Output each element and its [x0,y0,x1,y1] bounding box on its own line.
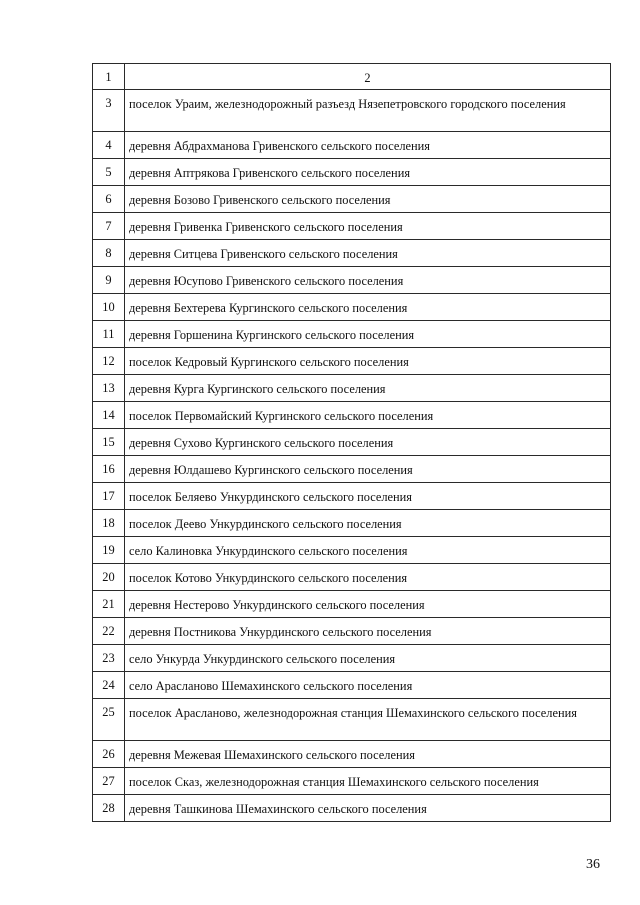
table-row [93,159,611,186]
row-number: 15 [93,429,125,456]
table-row [93,267,611,294]
table-row [93,672,611,699]
row-number: 7 [93,213,125,240]
settlement-name: деревня Юлдашево Кургинского сельского поселения [125,456,611,483]
table-row [93,294,611,321]
row-number: 10 [93,294,125,321]
settlement-name: поселок Деево Ункурдинского сельского поселения [125,510,611,537]
row-number: 24 [93,672,125,699]
row-number: 12 [93,348,125,375]
table-row [93,699,611,741]
table-row [93,429,611,456]
settlement-name: село Арасланово Шемахинского сельского поселения [125,672,611,699]
table-row [93,402,611,429]
table-row [93,186,611,213]
settlement-name: деревня Ташкинова Шемахинского сельского поселения [125,795,611,822]
table-row [93,795,611,822]
settlement-name: деревня Нестерово Ункурдинского сельского поселения [125,591,611,618]
settlement-name: деревня Абдрахманова Гривенского сельского поселения [125,132,611,159]
header-col-1: 1 [93,64,125,90]
settlements-table-body [93,64,611,822]
table-row [93,321,611,348]
row-number: 22 [93,618,125,645]
table-row [93,564,611,591]
settlement-name: деревня Бозово Гривенского сельского поселения [125,186,611,213]
row-number: 8 [93,240,125,267]
row-number: 25 [93,699,125,741]
settlement-name: деревня Гривенка Гривенского сельского поселения [125,213,611,240]
settlement-name: деревня Сухово Кургинского сельского поселения [125,429,611,456]
settlement-name: деревня Горшенина Кургинского сельского поселения [125,321,611,348]
row-number: 20 [93,564,125,591]
row-number: 14 [93,402,125,429]
table-row [93,618,611,645]
settlement-name: деревня Курга Кургинского сельского поселения [125,375,611,402]
settlement-name: поселок Котово Ункурдинского сельского поселения [125,564,611,591]
table-row [93,375,611,402]
settlement-name: село Калиновка Ункурдинского сельского поселения [125,537,611,564]
table-row [93,348,611,375]
row-number: 19 [93,537,125,564]
table-header-row [93,64,611,90]
table-row [93,741,611,768]
settlement-name: поселок Беляево Ункурдинского сельского поселения [125,483,611,510]
settlements-table [92,63,611,822]
row-number: 16 [93,456,125,483]
table-row [93,645,611,672]
table-row [93,240,611,267]
row-number: 13 [93,375,125,402]
row-number: 5 [93,159,125,186]
settlement-name: поселок Кедровый Кургинского сельского поселения [125,348,611,375]
row-number: 9 [93,267,125,294]
row-number: 3 [93,90,125,132]
row-number: 17 [93,483,125,510]
settlement-name: поселок Арасланово, железнодорожная станция Шемахинского сельского поселения [125,699,611,741]
settlement-name: деревня Бехтерева Кургинского сельского поселения [125,294,611,321]
settlement-name: деревня Межевая Шемахинского сельского поселения [125,741,611,768]
page-number: 36 [586,857,600,872]
row-number: 23 [93,645,125,672]
table-row [93,483,611,510]
settlement-name: поселок Первомайский Кургинского сельского поселения [125,402,611,429]
row-number: 4 [93,132,125,159]
table-row [93,213,611,240]
row-number: 27 [93,768,125,795]
table-row [93,591,611,618]
table-row [93,132,611,159]
table-row [93,768,611,795]
settlement-name: поселок Ураим, железнодорожный разъезд Нязепетровского городского поселения [125,90,611,132]
row-number: 28 [93,795,125,822]
row-number: 18 [93,510,125,537]
row-number: 21 [93,591,125,618]
header-col-2: 2 [125,64,611,90]
settlement-name: деревня Юсупово Гривенского сельского поселения [125,267,611,294]
table-row [93,456,611,483]
settlement-name: деревня Постникова Ункурдинского сельского поселения [125,618,611,645]
table-row [93,510,611,537]
settlement-name: поселок Сказ, железнодорожная станция Шемахинского сельского поселения [125,768,611,795]
settlement-name: деревня Ситцева Гривенского сельского поселения [125,240,611,267]
row-number: 26 [93,741,125,768]
table-row [93,537,611,564]
settlement-name: деревня Аптрякова Гривенского сельского поселения [125,159,611,186]
table-row [93,90,611,132]
row-number: 11 [93,321,125,348]
row-number: 6 [93,186,125,213]
settlement-name: село Ункурда Ункурдинского сельского поселения [125,645,611,672]
